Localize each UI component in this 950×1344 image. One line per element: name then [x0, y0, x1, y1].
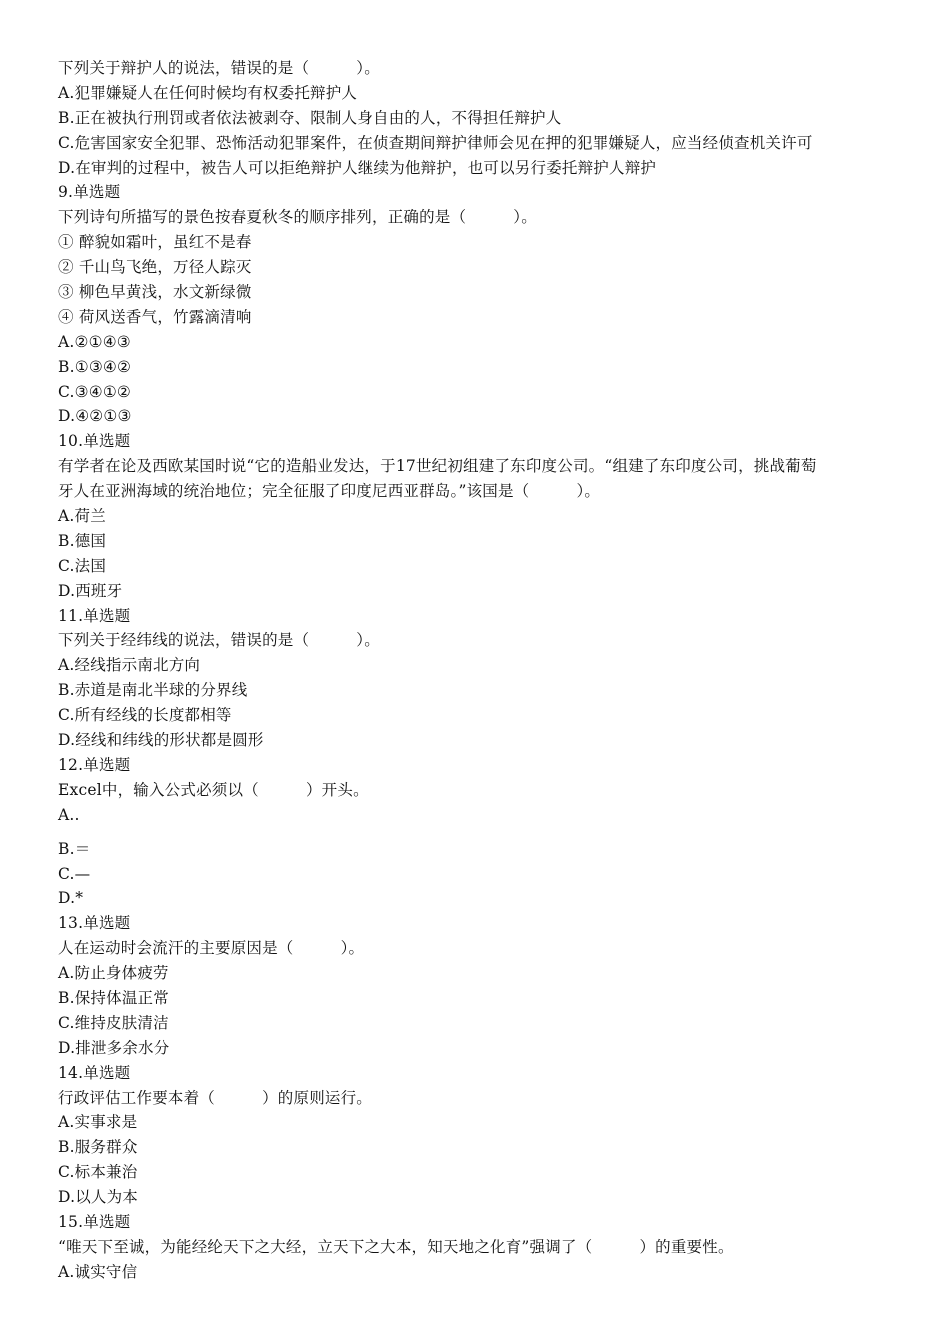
poem-line: ④ 荷风送香气，竹露滴清响: [58, 307, 252, 326]
option-d: D.④②①③: [58, 407, 132, 426]
option-a: A.犯罪嫌疑人在任何时候均有权委托辩护人: [58, 83, 358, 102]
option-c: C.法国: [58, 556, 107, 575]
option-b: B.①③④②: [58, 357, 132, 376]
question-heading-10: 10.单选题: [58, 432, 131, 451]
option-b: B.保持体温正常: [58, 988, 169, 1007]
option-b: B.＝: [58, 839, 91, 858]
question-heading-14: 14.单选题: [58, 1063, 131, 1082]
question-stem: “唯天下至诚，为能经纶天下之大经，立天下之大本，知天地之化育”强调了（ ）的重要性。: [58, 1237, 734, 1256]
question-stem: 下列关于辩护人的说法，错误的是（ ）。: [58, 59, 380, 77]
option-c: C.③④①②: [58, 382, 132, 401]
option-b: B.德国: [58, 531, 107, 550]
question-stem: 下列诗句所描写的景色按春夏秋冬的顺序排列，正确的是（ ）。: [58, 208, 537, 227]
option-c: C.所有经线的长度都相等: [58, 706, 232, 725]
option-d: D.西班牙: [58, 581, 123, 600]
option-c: C.危害国家安全犯罪、恐怖活动犯罪案件，在侦查期间辩护律师会见在押的犯罪嫌疑人，应当经侦查机关许可: [58, 133, 813, 152]
option-b: B.服务群众: [58, 1138, 138, 1157]
option-a: A.荷兰: [58, 507, 106, 526]
question-heading-13: 13.单选题: [58, 914, 131, 933]
option-a: A.诚实守信: [58, 1262, 138, 1281]
question-stem: 下列关于经纬线的说法，错误的是（ ）。: [58, 631, 380, 650]
option-a: A..: [58, 805, 80, 824]
question-stem: 有学者在论及西欧某国时说“它的造船业发达，于17世纪初组建了东印度公司。“组建了东印度公司，挑战葡萄: [58, 457, 817, 476]
option-d: D.经线和纬线的形状都是圆形: [58, 731, 264, 750]
spacer: [58, 828, 898, 837]
option-c: C.标本兼治: [58, 1163, 138, 1182]
question-heading-11: 11.单选题: [58, 606, 131, 625]
option-b: B.赤道是南北半球的分界线: [58, 681, 248, 700]
poem-line: ② 千山鸟飞绝，万径人踪灭: [58, 258, 252, 277]
option-b: B.正在被执行刑罚或者依法被剥夺、限制人身自由的人，不得担任辩护人: [58, 108, 562, 127]
option-c: C.—: [58, 864, 91, 883]
question-heading-9: 9.单选题: [58, 183, 121, 202]
option-c: C.维持皮肤清洁: [58, 1013, 169, 1032]
option-d: D.以人为本: [58, 1188, 139, 1207]
question-stem: Excel中，输入公式必须以（ ）开头。: [58, 780, 369, 799]
option-a: A.②①④③: [58, 332, 131, 351]
option-d: D.在审判的过程中，被告人可以拒绝辩护人继续为他辩护，也可以另行委托辩护人辩护: [58, 158, 657, 177]
question-stem: 人在运动时会流汗的主要原因是（ ）。: [58, 939, 365, 958]
question-stem-continued: 牙人在亚洲海域的统治地位；完全征服了印度尼西亚群岛。”该国是（ ）。: [58, 482, 601, 501]
option-a: A.防止身体疲劳: [58, 964, 169, 983]
option-a: A.实事求是: [58, 1113, 138, 1132]
option-a: A.经线指示南北方向: [58, 656, 201, 675]
poem-line: ③ 柳色早黄浅，水文新绿微: [58, 283, 252, 302]
question-heading-12: 12.单选题: [58, 755, 131, 774]
option-d: D.*: [58, 889, 84, 908]
question-heading-15: 15.单选题: [58, 1212, 131, 1231]
option-d: D.排泄多余水分: [58, 1038, 170, 1057]
question-stem: 行政评估工作要本着（ ）的原则运行。: [58, 1088, 373, 1107]
poem-line: ① 醉貌如霜叶，虽红不是春: [58, 233, 252, 252]
document-body: [58, 56, 898, 1285]
